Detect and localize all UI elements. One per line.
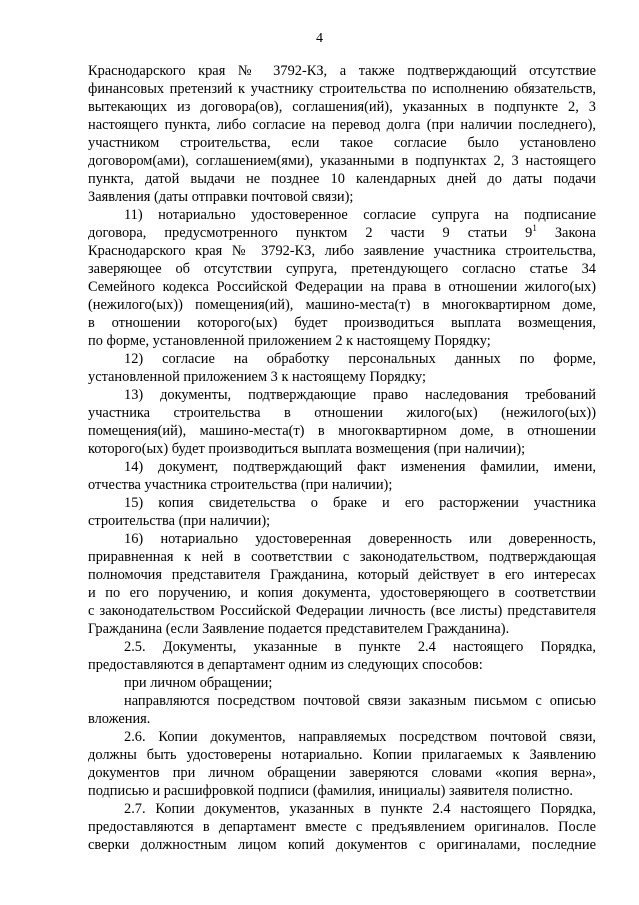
text-line: приравненная к ней в соответствии с законодательством, подтверждающая	[88, 549, 596, 565]
text-line: предоставляются в департамент одним из следующих способов:	[88, 657, 483, 673]
text-line: предоставляются в департамент вместе с предъявлением оригиналов. После	[88, 819, 596, 835]
text-line: 2.7. Копии документов, указанных в пункте 2.4 настоящего Порядка,	[124, 801, 596, 817]
document-body	[88, 62, 596, 854]
text-line: финансовых претензий к участнику строительства по исполнению обязательств,	[88, 81, 596, 97]
text-line: участником строительства, если такое согласие было установлено	[88, 135, 596, 151]
text-line: настоящего пункта, либо согласие на перевод долга (при наличии последнего),	[88, 117, 596, 133]
text-line: которого(ых) будет производиться выплата возмещения (при наличии);	[88, 441, 526, 457]
paragraph-2-5	[88, 638, 596, 674]
text-line: (нежилого(ых)) помещения(ий), машино-места(т) в многоквартирном доме,	[88, 297, 596, 313]
text-line: и по его поручению, и копия документа, удостоверяющего в соответствии	[88, 585, 596, 601]
text-line: строительства (при наличии);	[88, 513, 271, 529]
text-line: Краснодарского края № 3792-КЗ, либо заявление участника строительства,	[88, 243, 596, 259]
text-line: сверки должностным лицом копий документов с оригиналами, последние	[88, 837, 596, 853]
text-line: должны быть удостоверены нотариально. Копии прилагаемых к Заявлению	[88, 747, 596, 763]
text-line: подписью и расшифровкой подписи (фамилия, инициалы) заявителя полистно.	[88, 783, 574, 799]
text-line: 12) согласие на обработку персональных данных по форме,	[124, 351, 596, 367]
text-line: 16) нотариально удостоверенная доверенность или доверенность,	[124, 531, 596, 547]
text-fragment: Закона	[536, 225, 596, 241]
text-line: Заявления (даты отправки почтовой связи);	[88, 189, 354, 205]
paragraph-item-13	[88, 386, 596, 458]
paragraph-item-14	[88, 458, 596, 494]
text-line: Гражданина (если Заявление подается представителем Гражданина).	[88, 621, 510, 637]
paragraph-item-11	[88, 206, 596, 350]
paragraph-item-12	[88, 350, 596, 386]
text-line: вытекающих из договора(ов), соглашения(ий), указанных в подпункте 2, 3	[88, 99, 596, 115]
text-line: направляются посредством почтовой связи заказным письмом с описью	[124, 693, 596, 709]
text-line: 15) копия свидетельства о браке и его расторжении участника	[124, 495, 596, 511]
paragraph-2-7	[88, 800, 596, 854]
text-line: 11) нотариально удостоверенное согласие супруга на подписание	[124, 207, 596, 223]
text-line: вложения.	[88, 711, 151, 727]
text-line: пункта, датой выдачи не позднее 10 календарных дней до даты подачи	[88, 171, 596, 187]
text-line: 2.5. Документы, указанные в пункте 2.4 настоящего Порядка,	[124, 639, 596, 655]
paragraph-continuation	[88, 62, 596, 206]
paragraph-item-15	[88, 494, 596, 530]
paragraph-method-personal	[88, 674, 596, 692]
text-line: документов при личном обращении заверяются словами «копия верна»,	[88, 765, 596, 781]
text-line: участника строительства в отношении жилого(ых) (нежилого(ых))	[88, 405, 596, 421]
page-number: 4	[316, 31, 323, 46]
text-line: в отношении которого(ых) будет производиться выплата возмещения,	[88, 315, 596, 331]
text-line: полномочия представителя Гражданина, который действует в его интересах	[88, 567, 596, 583]
text-line: Краснодарского края № 3792-КЗ, а также подтверждающий отсутствие	[88, 63, 596, 79]
text-line: с законодательством Российской Федерации личность (все листы) представителя	[88, 603, 596, 619]
text-line: 13) документы, подтверждающие право наследования требований	[124, 387, 596, 403]
text-fragment: договора, предусмотренного пунктом 2 части 9 статьи 9	[88, 225, 533, 241]
paragraph-item-16	[88, 530, 596, 638]
text-line: при личном обращении;	[124, 675, 273, 691]
text-line: 14) документ, подтверждающий факт изменения фамилии, имени,	[124, 459, 596, 475]
text-line: заверяющее об отсутствии супруга, претендующего согласно статье 34	[88, 261, 596, 277]
text-line: помещения(ий), машино-места(т) в многоквартирном доме, в отношении	[88, 423, 596, 439]
text-line: 2.6. Копии документов, направляемых посредством почтовой связи,	[124, 729, 596, 745]
text-line: установленной приложением 3 к настоящему Порядку;	[88, 369, 427, 385]
text-line: договором(ами), соглашением(ями), указанными в подпунктах 2, 3 настоящего	[88, 153, 596, 169]
text-line: по форме, установленной приложением 2 к настоящему Порядку;	[88, 333, 491, 349]
paragraph-2-6	[88, 728, 596, 800]
text-line	[88, 224, 596, 242]
text-line: Семейного кодекса Российской Федерации на права в отношении жилого(ых)	[88, 279, 596, 295]
paragraph-method-mail	[88, 692, 596, 728]
superscript: 1	[532, 223, 537, 233]
text-line: отчества участника строительства (при наличии);	[88, 477, 393, 493]
